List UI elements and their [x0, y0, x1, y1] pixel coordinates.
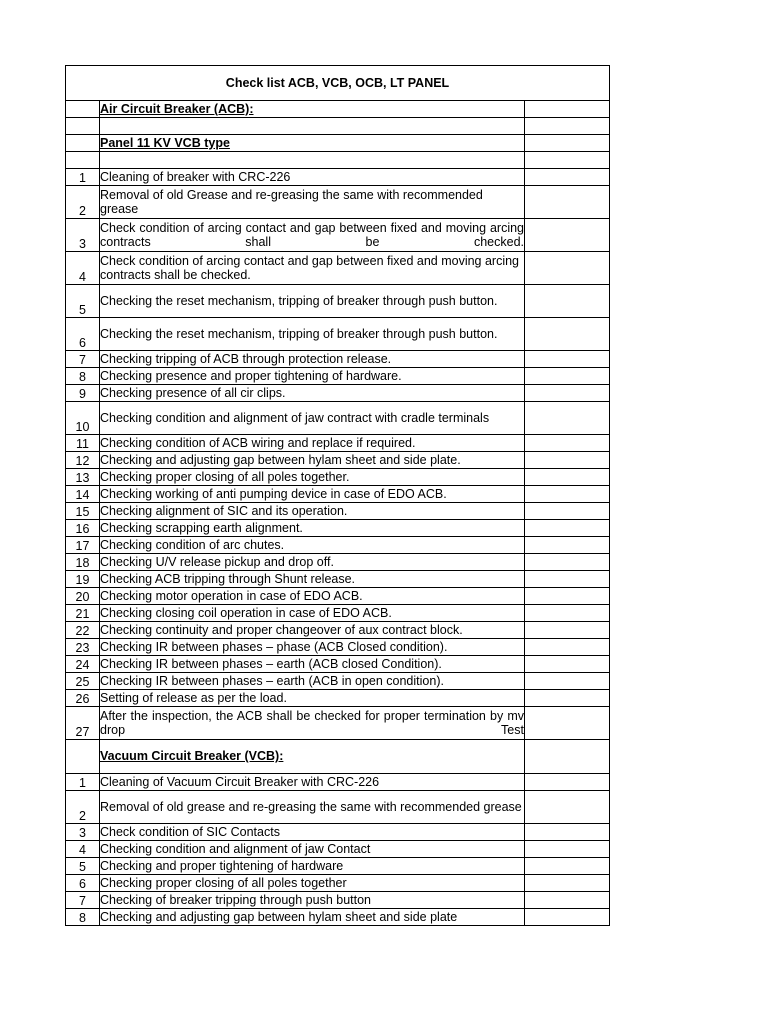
- item-number: 21: [66, 605, 100, 622]
- item-description: Checking continuity and proper changeover of aux contract block.: [100, 622, 525, 639]
- item-number: 19: [66, 571, 100, 588]
- checklist-row: [66, 554, 610, 571]
- item-number: 7: [66, 351, 100, 368]
- item-number: 17: [66, 537, 100, 554]
- checklist-row: [66, 537, 610, 554]
- item-number: 27: [66, 707, 100, 740]
- item-number: 13: [66, 469, 100, 486]
- item-description: Checking and adjusting gap between hylam sheet and side plate: [100, 909, 525, 926]
- item-description: Removal of old Grease and re-greasing the same with recommended grease: [100, 186, 525, 219]
- blank-row: [66, 118, 610, 135]
- item-number: 3: [66, 824, 100, 841]
- check-cell[interactable]: [525, 486, 610, 503]
- item-number: 3: [66, 219, 100, 252]
- item-description: Checking condition and alignment of jaw contract with cradle terminals: [100, 402, 525, 435]
- check-cell[interactable]: [525, 520, 610, 537]
- item-description: Checking condition and alignment of jaw Contact: [100, 841, 525, 858]
- item-number: 20: [66, 588, 100, 605]
- number-cell: [66, 740, 100, 774]
- item-number: 24: [66, 656, 100, 673]
- check-cell[interactable]: [525, 452, 610, 469]
- checklist-row: [66, 368, 610, 385]
- item-description: Checking the reset mechanism, tripping of breaker through push button.: [100, 318, 525, 351]
- item-number: 4: [66, 841, 100, 858]
- item-number: 4: [66, 252, 100, 285]
- checklist-row: [66, 169, 610, 186]
- item-number: 8: [66, 368, 100, 385]
- item-number: 26: [66, 690, 100, 707]
- check-cell[interactable]: [525, 152, 610, 169]
- section-heading-panel: Panel 11 KV VCB type: [100, 135, 525, 152]
- check-cell[interactable]: [525, 118, 610, 135]
- checklist-row: [66, 791, 610, 824]
- checklist-row: [66, 571, 610, 588]
- item-number: 8: [66, 909, 100, 926]
- item-description: Checking closing coil operation in case of EDO ACB.: [100, 605, 525, 622]
- item-number: 5: [66, 285, 100, 318]
- item-description: Checking presence and proper tightening of hardware.: [100, 368, 525, 385]
- item-number: 1: [66, 169, 100, 186]
- item-description: Cleaning of Vacuum Circuit Breaker with CRC-226: [100, 774, 525, 791]
- item-description: Cleaning of breaker with CRC-226: [100, 169, 525, 186]
- check-cell[interactable]: [525, 622, 610, 639]
- checklist-row: [66, 673, 610, 690]
- check-cell[interactable]: [525, 503, 610, 520]
- item-description: Check condition of SIC Contacts: [100, 824, 525, 841]
- item-number: 2: [66, 791, 100, 824]
- number-cell: [66, 135, 100, 152]
- number-cell: [66, 101, 100, 118]
- check-cell[interactable]: [525, 892, 610, 909]
- item-description: Checking working of anti pumping device in case of EDO ACB.: [100, 486, 525, 503]
- item-description: Checking ACB tripping through Shunt release.: [100, 571, 525, 588]
- item-description: Checking IR between phases – phase (ACB Closed condition).: [100, 639, 525, 656]
- item-number: 25: [66, 673, 100, 690]
- item-description: Checking of breaker tripping through push button: [100, 892, 525, 909]
- item-description: Check condition of arcing contact and gap between fixed and moving arcing contracts shall be checked.: [100, 252, 525, 285]
- item-description: After the inspection, the ACB shall be checked for proper termination by mv drop Test: [100, 707, 525, 740]
- checklist-row: [66, 402, 610, 435]
- checklist-row: [66, 285, 610, 318]
- checklist-row: [66, 707, 610, 740]
- checklist-row: [66, 469, 610, 486]
- checklist-row: [66, 452, 610, 469]
- section-heading-vcb: Vacuum Circuit Breaker (VCB):: [100, 740, 525, 774]
- check-cell[interactable]: [525, 841, 610, 858]
- blank-row: [66, 152, 610, 169]
- check-cell[interactable]: [525, 186, 610, 219]
- checklist-row: [66, 656, 610, 673]
- check-cell[interactable]: [525, 554, 610, 571]
- description-cell: [100, 118, 525, 135]
- item-description: Checking tripping of ACB through protection release.: [100, 351, 525, 368]
- item-number: 14: [66, 486, 100, 503]
- item-description: Checking the reset mechanism, tripping of breaker through push button.: [100, 285, 525, 318]
- checklist-row: [66, 219, 610, 252]
- checklist-row: [66, 351, 610, 368]
- item-number: 9: [66, 385, 100, 402]
- item-description: Checking scrapping earth alignment.: [100, 520, 525, 537]
- checklist-row: [66, 252, 610, 285]
- item-description: Checking and proper tightening of hardware: [100, 858, 525, 875]
- item-number: 16: [66, 520, 100, 537]
- item-description: Checking alignment of SIC and its operation.: [100, 503, 525, 520]
- item-description: Checking motor operation in case of EDO ACB.: [100, 588, 525, 605]
- item-number: 11: [66, 435, 100, 452]
- checklist-row: [66, 909, 610, 926]
- item-description: Checking proper closing of all poles together: [100, 875, 525, 892]
- section-row: [66, 740, 610, 774]
- number-cell: [66, 152, 100, 169]
- section-row: [66, 101, 610, 118]
- check-cell[interactable]: [525, 673, 610, 690]
- section-heading-acb: Air Circuit Breaker (ACB):: [100, 101, 525, 118]
- section-row: [66, 135, 610, 152]
- check-cell[interactable]: [525, 774, 610, 791]
- check-cell[interactable]: [525, 435, 610, 452]
- item-number: 18: [66, 554, 100, 571]
- check-cell[interactable]: [525, 605, 610, 622]
- check-cell[interactable]: [525, 690, 610, 707]
- check-cell[interactable]: [525, 909, 610, 926]
- check-cell[interactable]: [525, 101, 610, 118]
- checklist-row: [66, 858, 610, 875]
- check-cell[interactable]: [525, 858, 610, 875]
- check-cell[interactable]: [525, 135, 610, 152]
- checklist-row: [66, 186, 610, 219]
- item-description: Checking proper closing of all poles together.: [100, 469, 525, 486]
- checklist-row: [66, 892, 610, 909]
- page-title: Check list ACB, VCB, OCB, LT PANEL: [66, 66, 610, 101]
- item-number: 12: [66, 452, 100, 469]
- item-description: Checking IR between phases – earth (ACB in open condition).: [100, 673, 525, 690]
- check-cell[interactable]: [525, 469, 610, 486]
- checklist-row: [66, 588, 610, 605]
- check-cell[interactable]: [525, 656, 610, 673]
- item-description: Checking and adjusting gap between hylam sheet and side plate.: [100, 452, 525, 469]
- check-cell[interactable]: [525, 402, 610, 435]
- item-number: 22: [66, 622, 100, 639]
- checklist-row: [66, 318, 610, 351]
- check-cell[interactable]: [525, 875, 610, 892]
- check-cell[interactable]: [525, 368, 610, 385]
- item-description: Check condition of arcing contact and gap between fixed and moving arcing contracts shall be checked.: [100, 219, 525, 252]
- checklist-row: [66, 520, 610, 537]
- item-description: Checking condition of ACB wiring and replace if required.: [100, 435, 525, 452]
- item-description: Checking U/V release pickup and drop off.: [100, 554, 525, 571]
- item-number: 15: [66, 503, 100, 520]
- checklist-row: [66, 435, 610, 452]
- item-number: 23: [66, 639, 100, 656]
- checklist-row: [66, 622, 610, 639]
- checklist-row: [66, 503, 610, 520]
- checklist-row: [66, 486, 610, 503]
- checklist-row: [66, 690, 610, 707]
- checklist-row: [66, 605, 610, 622]
- item-number: 5: [66, 858, 100, 875]
- item-description: Checking presence of all cir clips.: [100, 385, 525, 402]
- item-number: 6: [66, 318, 100, 351]
- check-cell[interactable]: [525, 571, 610, 588]
- checklist-row: [66, 385, 610, 402]
- checklist-table: [65, 65, 610, 926]
- check-cell[interactable]: [525, 318, 610, 351]
- check-cell[interactable]: [525, 219, 610, 252]
- item-number: 1: [66, 774, 100, 791]
- number-cell: [66, 118, 100, 135]
- check-cell[interactable]: [525, 385, 610, 402]
- check-cell[interactable]: [525, 285, 610, 318]
- checklist-row: [66, 824, 610, 841]
- checklist-row: [66, 774, 610, 791]
- check-cell[interactable]: [525, 791, 610, 824]
- check-cell[interactable]: [525, 351, 610, 368]
- checklist-row: [66, 875, 610, 892]
- item-description: Removal of old grease and re-greasing the same with recommended grease: [100, 791, 525, 824]
- item-number: 10: [66, 402, 100, 435]
- checklist-row: [66, 841, 610, 858]
- check-cell[interactable]: [525, 169, 610, 186]
- title-row: [66, 66, 610, 101]
- description-cell: [100, 152, 525, 169]
- check-cell[interactable]: [525, 588, 610, 605]
- check-cell[interactable]: [525, 639, 610, 656]
- item-number: 2: [66, 186, 100, 219]
- item-description: Checking IR between phases – earth (ACB closed Condition).: [100, 656, 525, 673]
- item-description: Checking condition of arc chutes.: [100, 537, 525, 554]
- check-cell[interactable]: [525, 537, 610, 554]
- check-cell[interactable]: [525, 707, 610, 740]
- check-cell[interactable]: [525, 824, 610, 841]
- check-cell[interactable]: [525, 252, 610, 285]
- item-description: Setting of release as per the load.: [100, 690, 525, 707]
- item-number: 6: [66, 875, 100, 892]
- check-cell[interactable]: [525, 740, 610, 774]
- checklist-row: [66, 639, 610, 656]
- item-number: 7: [66, 892, 100, 909]
